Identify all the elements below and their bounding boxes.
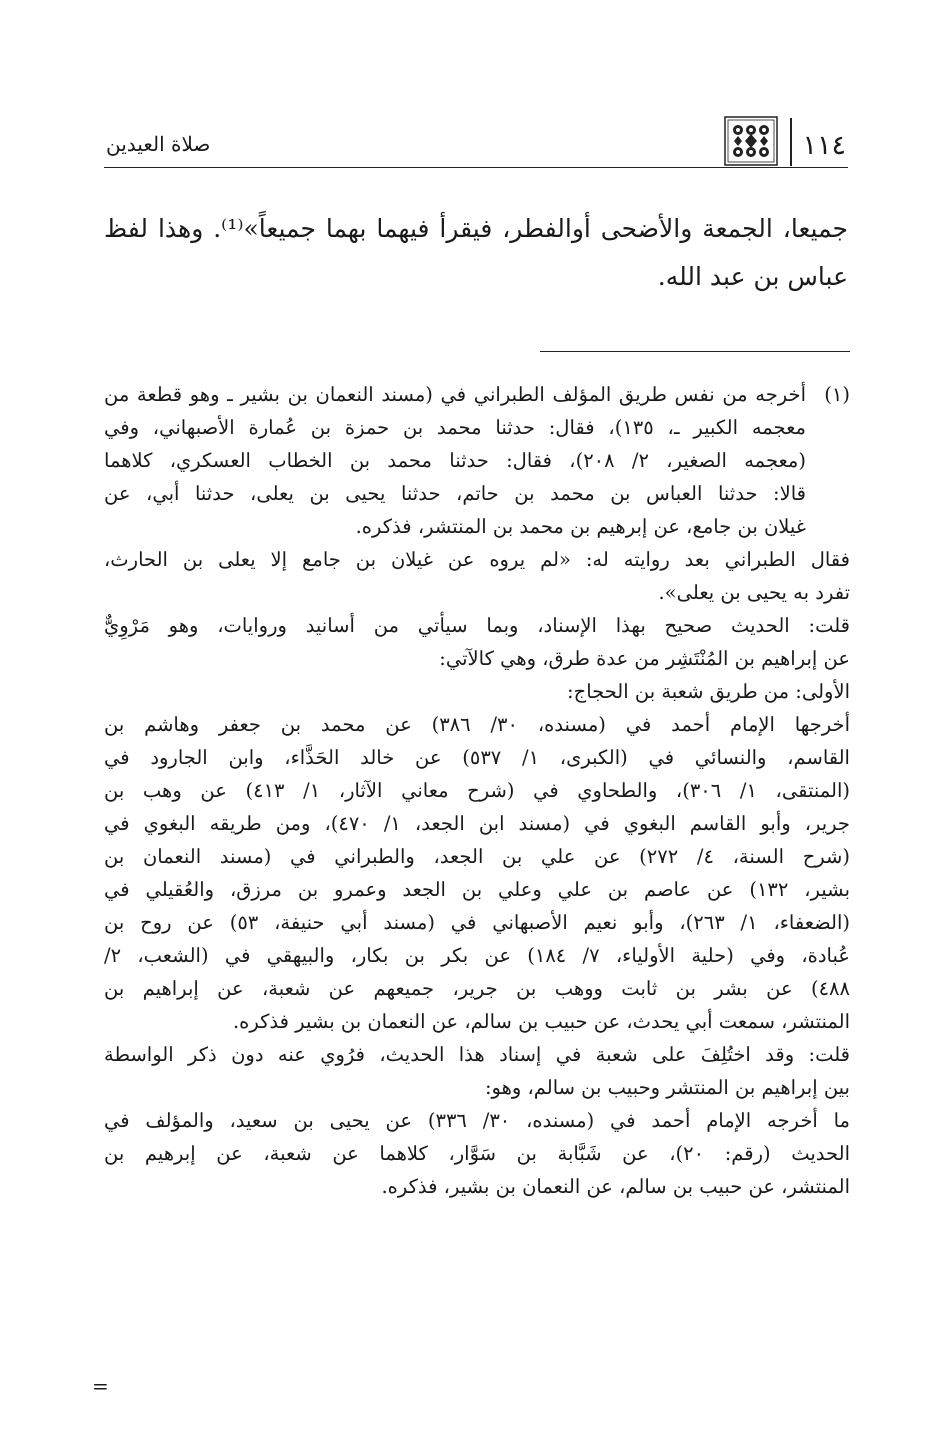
footnotes (104, 378, 850, 1203)
footnote-line: تفرد به يحيى بن يعلى». (658, 581, 850, 604)
footnote-line: المنتشر، سمعت أبي يحدث، عن حبيب بن سالم، عن النعمان بن بشير فذكره. (232, 1010, 850, 1033)
footnote-line: (معجمه الصغير، ٢/ ٢٠٨)، فقال: حدثنا محمد بن الخطاب العسكري، كلاهما (104, 449, 806, 472)
running-title: صلاة العيدين (106, 132, 211, 156)
header-rule (104, 167, 848, 168)
footnote-line: جرير، وأبو القاسم البغوي في (مسند ابن الجعد، ١/ ٤٧٠)، ومن طريقه البغوي في (104, 812, 850, 835)
footnote-line: فقال الطبراني بعد روايته له: «لم يروه عن غيلان بن جامع إلا يعلى بن الحارث، (104, 548, 850, 571)
main-text (104, 205, 848, 301)
footnote-separator (540, 351, 850, 352)
footnote-line: القاسم، والنسائي في (الكبرى، ١/ ٥٣٧) عن خالد الحَذَّاء، وابن الجارود في (104, 746, 850, 769)
continuation-mark: = (92, 1374, 109, 1398)
footnote-line: ما أخرجه الإمام أحمد في (مسنده، ٣٠/ ٣٣٦) عن يحيى بن سعيد، والمؤلف في (104, 1109, 850, 1132)
footnote-line: أخرجه من نفس طريق المؤلف الطبراني في (مسند النعمان بن بشير ـ وهو قطعة من (104, 383, 806, 406)
footnote-line: (شرح السنة، ٤/ ٢٧٢) عن علي بن الجعد، والطبراني في (مسند النعمان بن (104, 845, 850, 868)
footnote-line: الحديث (رقم: ٢٠)، عن شَبَّابة بن سَوَّار، كلاهما عن شعبة، عن إبرهيم بن (104, 1142, 850, 1165)
page-number: ١١٤ (802, 130, 846, 161)
arabesque-ornament-icon (724, 116, 778, 166)
footnote-line: عُبادة، وفي (حلية الأولياء، ٧/ ١٨٤) عن بكر بن بكار، والبيهقي في (الشعب، ٢/ (104, 944, 850, 967)
page-header (104, 112, 848, 168)
footnote-line: بشير، ١٣٢) عن عاصم بن علي وعلي بن الجعد وعمرو بن مرزق، والعُقيلي في (104, 878, 850, 901)
footnote-line: عن إبراهيم بن المُنْتَشِر من عدة طرق، وهي كالآتي: (439, 647, 850, 670)
footnote-line: أخرجها الإمام أحمد في (مسنده، ٣٠/ ٣٨٦) عن محمد بن جعفر وهاشم بن (104, 713, 850, 736)
footnote-line: قلت: وقد اختُلِفَ على شعبة في إسناد هذا الحديث، فرُوي عنه دون ذكر الواسطة (104, 1043, 850, 1066)
footnote-line: قالا: حدثنا العباس بن محمد بن حاتم، حدثنا يحيى بن يعلى، حدثنا أبي، عن (104, 482, 806, 505)
footnote-line: (الضعفاء، ١/ ٢٦٣)، وأبو نعيم الأصبهاني في (مسند أبي حنيفة، ٥٣) عن روح بن (104, 911, 850, 934)
footnote-line: بين إبراهيم بن المنتشر وحبيب بن سالم، وهو: (484, 1076, 850, 1099)
footnote-line: غيلان بن جامع، عن إبرهيم بن محمد بن المنتشر، فذكره. (355, 515, 806, 538)
footnote-1 (104, 378, 850, 543)
footnote-line: المنتشر، عن حبيب بن سالم، عن النعمان بن بشير، فذكره. (381, 1175, 850, 1198)
footnote-line: (المنتقى، ١/ ٣٠٦)، والطحاوي في (شرح معاني الآثار، ١/ ٤١٣) عن وهب بن (104, 779, 850, 802)
header-divider (790, 118, 792, 166)
footnote-line: الأولى: من طريق شعبة بن الحجاج: (567, 680, 850, 703)
footnote-marker: (١) (824, 383, 850, 406)
main-paragraph: جميعا، الجمعة والأضحى أوالفطر، فيقرأ فيهما بهما جميعاً»⁽¹⁾. وهذا لفظ عباس بن عبد الله. (104, 214, 848, 291)
footnote-line: ٤٨٨) عن بشر بن ثابت ووهب بن جرير، جميعهم عن شعبة، عن إبراهيم بن (104, 977, 850, 1000)
footnote-line: معجمه الكبير ـ، ١٣٥)، فقال: حدثنا محمد بن حمزة بن عُمارة الأصبهاني، وفي (104, 416, 806, 439)
footnote-line: قلت: الحديث صحيح بهذا الإسناد، وبما سيأتي من أسانيد وروايات، وهو مَرْوِيٌّ (104, 614, 850, 637)
